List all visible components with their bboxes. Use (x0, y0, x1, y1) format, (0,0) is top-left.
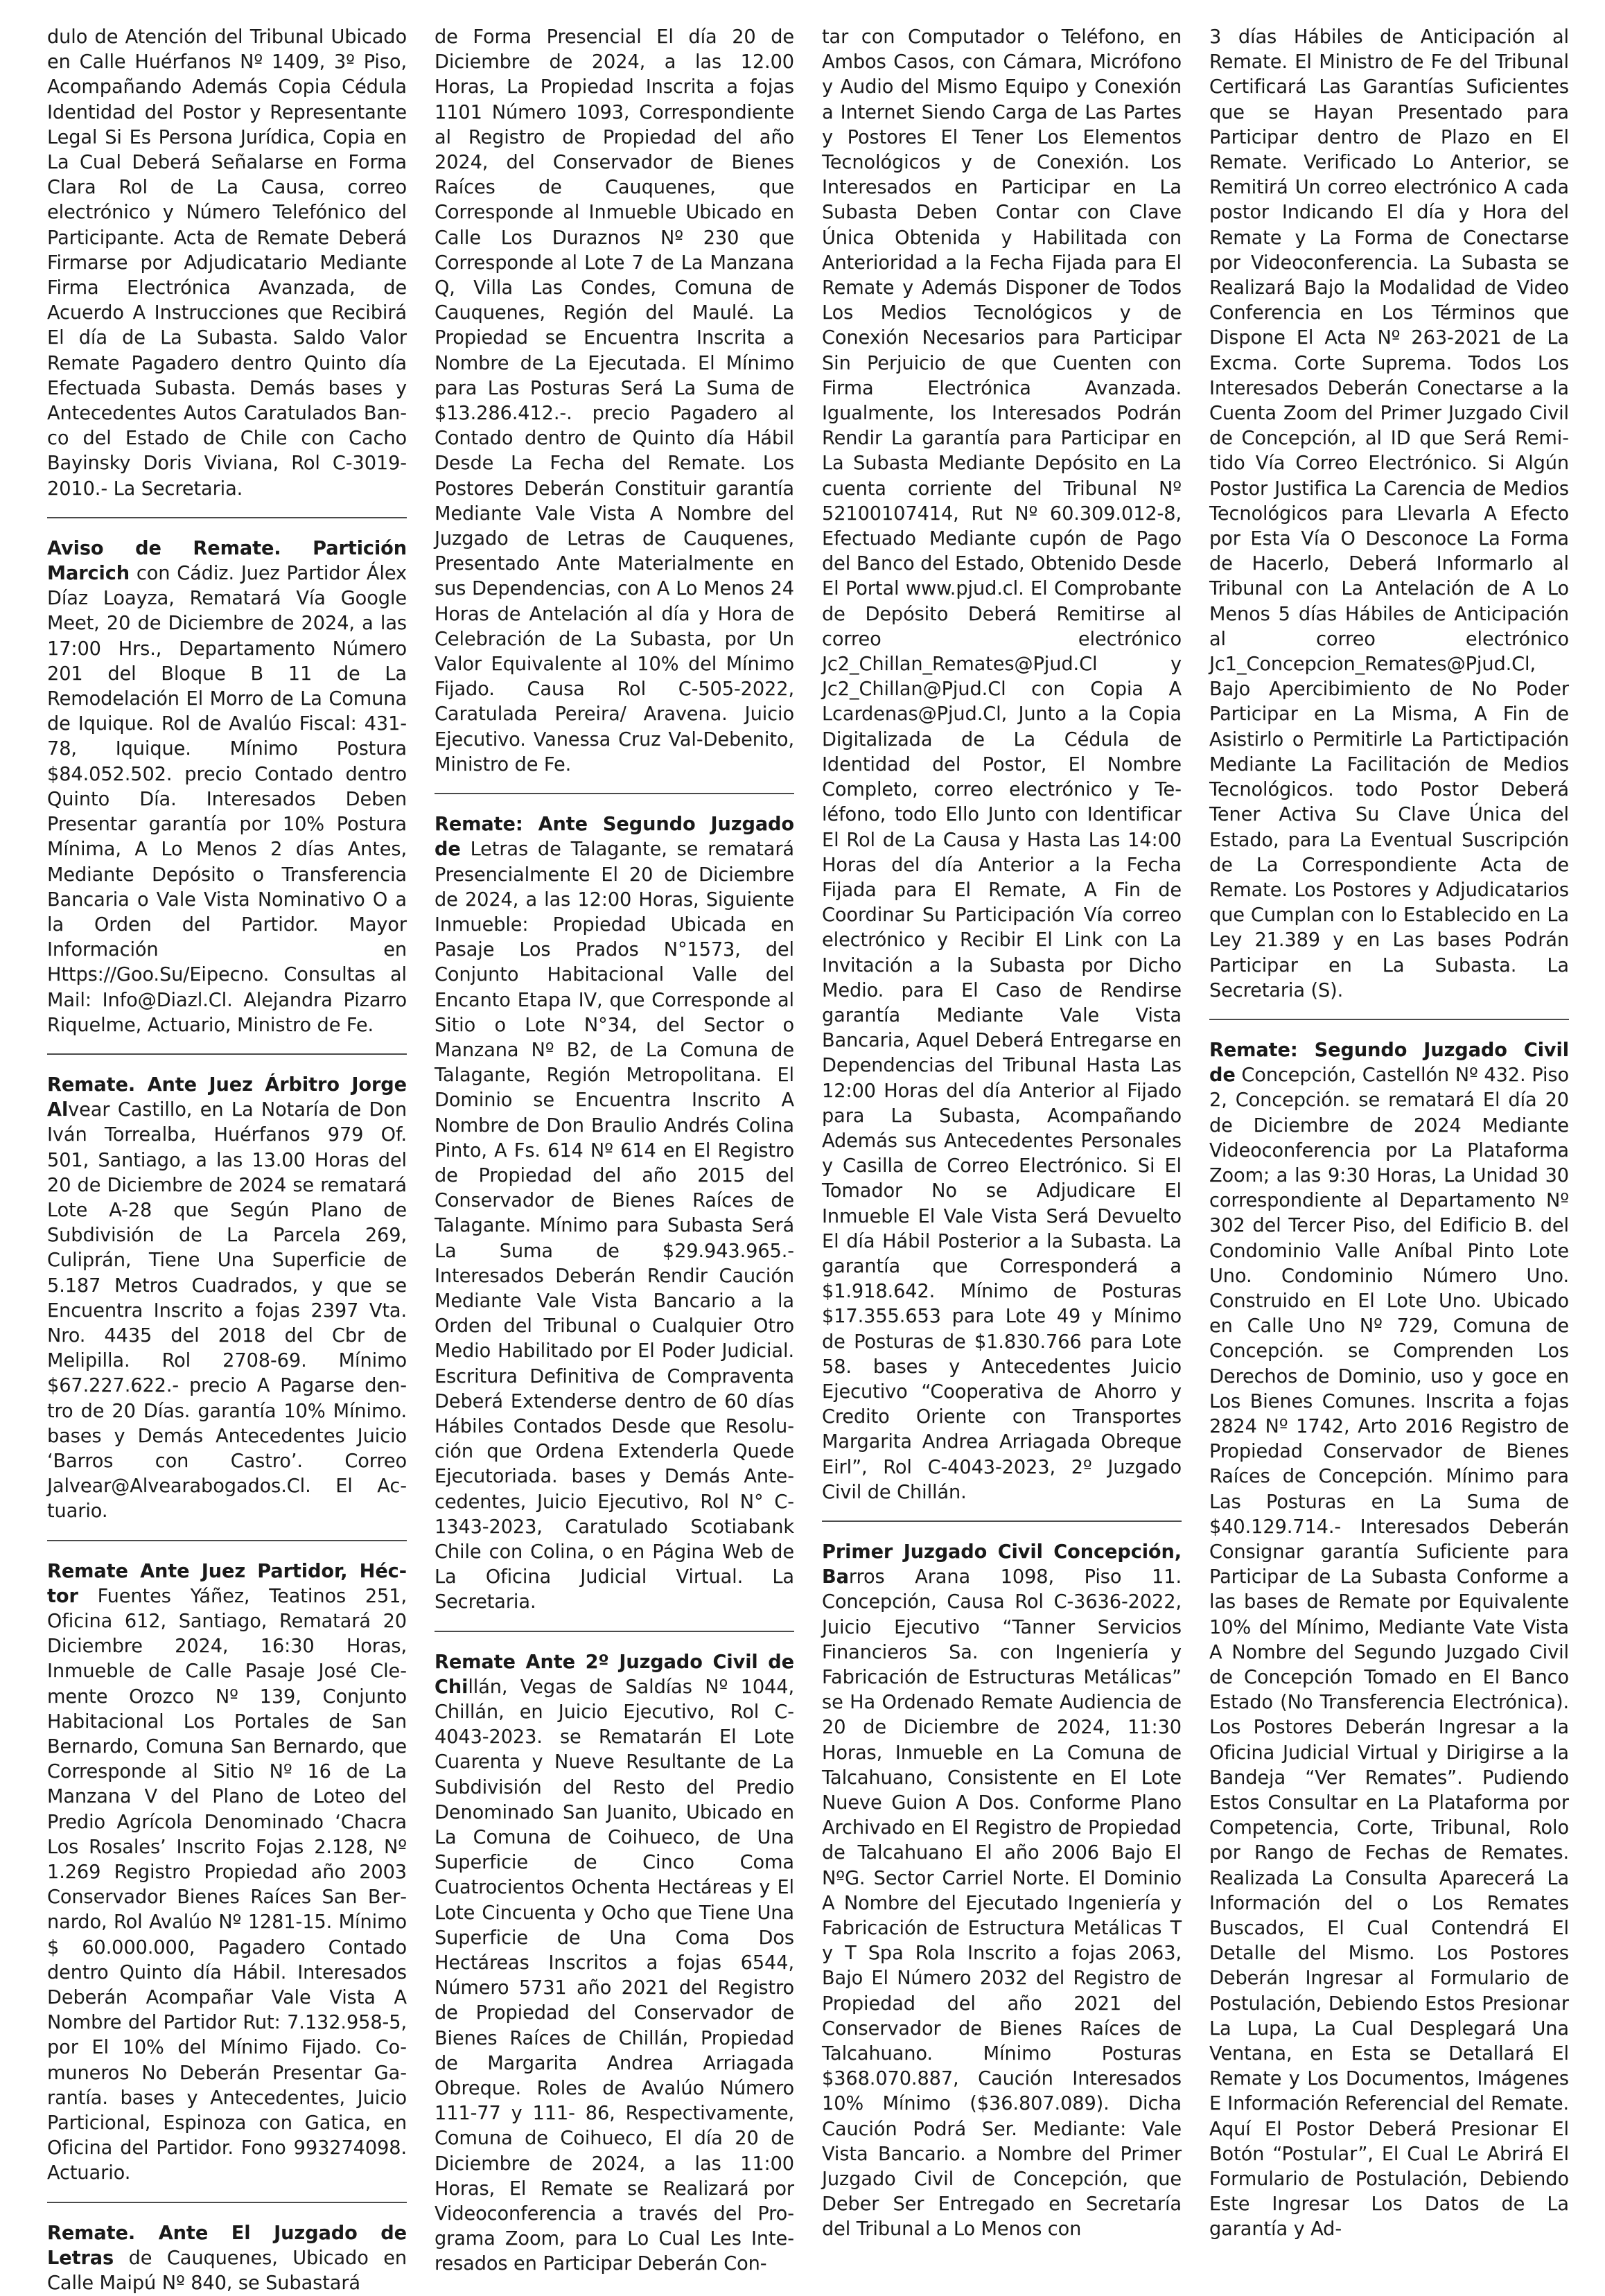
notice-paragraph (822, 25, 1182, 1505)
legal-notice (47, 1559, 407, 2187)
notice-paragraph (47, 536, 407, 1038)
notice-divider (47, 1053, 407, 1055)
legal-notice (822, 25, 1182, 1505)
notice-heading: Remate Ante Juez Partidor, Héctor (47, 1560, 407, 1607)
legal-notice (47, 1073, 407, 1525)
notice-heading: Aviso de Remate. Partición Marcich (47, 537, 407, 585)
notice-divider (435, 1631, 794, 1632)
legal-notice (47, 25, 407, 502)
column-2 (435, 25, 794, 2275)
notice-body: dulo de Atención del Tribunal Ubicado en Calle Huérfanos Nº 1409, 3º Piso, Acompañando Además Copia Cédula Identidad del Postor y Representante Legal Si Es Persona Jurídica, Copia en La Cual Deberá Señalarse en Forma Clara Rol de La Causa, correo electrónico y Número Telefónico del Participante. Acta de Remate Deberá Firmarse por Adjudicatario Mediante Firma Electrónica Avanzada, de Acuerdo A Instrucciones que Recibirá El día de La Subasta. Saldo Valor Remate Pagadero dentro Quinto día Efectuada Subasta. Demás bases y Antecedentes Autos Caratulados Banco del Estado de Chile con Cacho Bayinsky Doris Viviana, Rol C-3019-2010.- La Secretaria. (47, 26, 407, 500)
notice-paragraph (822, 1540, 1182, 2243)
legal-notice (47, 2221, 407, 2296)
legal-notice (1209, 1038, 1569, 2243)
column-4 (1209, 25, 1569, 2241)
notice-divider (435, 793, 794, 794)
notice-paragraph (47, 1073, 407, 1525)
notice-paragraph (1209, 25, 1569, 1004)
notice-paragraph (435, 812, 794, 1615)
legal-notice (1209, 25, 1569, 1004)
notice-body: tar con Computador o Teléfono, en Ambos Casos, con Cámara, Micrófono y Audio del Mismo Equipo y Conexión a Internet Siendo Carga de Las Partes y Postores El Tener Los Elementos Tecnológicos y de Conexión. Los Interesados en Participar en La Subasta Deben Contar con Clave Única Obtenida y Habilitada con Anterioridad a la Fecha Fijada para El Remate y Además Disponer de Todos Los Medios Tecnológicos y de Conexión Necesarios para Participar Sin Perjuicio de que Cuenten con Firma Electrónica Avanzada. Igualmente, los Interesados Podrán Rendir La garantía para Participar en La Subasta Mediante Depósito en La cuenta corriente del Tribunal Nº 52100107414, Rut Nº 60.309.012-8, Efectuado Mediante cupón de Pago del Banco del Estado, Obtenido Desde El Portal www.pjud.cl. El Comprobante de Depósito Deberá Remitirse al correo electrónico Jc2_Chillan_Remates@Pjud.Cl y Jc2_Chillan@Pjud.Cl con Copia A Lcardenas@Pjud.Cl, Junto a la Copia Digitalizada de La Cédula de Identidad del Postor, El Nombre Completo, correo electrónico y Teléfono, todo Ello Junto con Identificar El Rol de La Causa y Hasta Las 14:00 Horas del día Anterior a la Fecha Fijada para El Remate, A Fin de Coordinar Su Participación Vía correo electrónico y Recibir El Link con La Invitación a la Subasta por Dicho Medio. para El Caso de Rendirse garantía Mediante Vale Vista Bancaria, Aquel Deberá Entregarse en Dependencias del Tribunal Hasta Las 12:00 Horas del día Anterior al Fijado para La Subasta, Acompañando Además sus Antecedentes Personales y Casilla de Correo Electrónico. Si El Tomador No se Adjudicare El Inmueble El Vale Vista Será Devuelto El día Hábil Posterior a la Subasta. La garantía que Corresponderá a $1.918.642. Mínimo de Posturas $17.355.653 para Lote 49 y Mínimo de Posturas de $1.830.766 para Lote 58. bases y Antecedentes Juicio Ejecutivo “Cooperativa de Ahorro y Credito Oriente con Transportes Margarita Andrea Arriagada Obreque Eirl”, Rol C-4043-2023, 2º Juzgado Civil de Chillán. (822, 26, 1182, 1503)
notice-paragraph (47, 25, 407, 502)
notice-heading: Remate. Ante Juez Árbitro Jorge Al (47, 1073, 407, 1121)
legal-notice (435, 25, 794, 778)
notice-paragraph (47, 2221, 407, 2296)
notice-body: 3 días Hábiles de Anticipación al Remate. El Ministro de Fe del Tribunal Certificará Las Garantías Suficientes que se Hayan Presentado para Participar dentro de Plazo en El Remate. Verificado Lo Anterior, se Remitirá Un correo electrónico A cada postor Indicando El día y Hora del Remate y La Forma de Conectarse por Videoconferencia. La Subasta se Realizará Bajo la Modalidad de Video Conferencia en Los Términos que Dispone El Acta Nº 263-2021 de La Excma. Corte Suprema. Todos Los Interesados Deberán Conectarse a la Cuenta Zoom del Primer Juzgado Civil de Concepción, al ID que Será Remitido Vía Correo Electrónico. Si Algún Postor Justifica La Carencia de Medios Tecnológicos para Llevarla A Efecto por Esta Vía O Desconoce La Forma de Hacerlo, Deberá Informarlo al Tribunal con La Antelación de A Lo Menos 5 días Hábiles de Anticipación al correo electrónico Jc1_Concepcion_Remates@Pjud.Cl, Bajo Apercibimiento de No Poder Participar en La Misma, A Fin de Asistirlo o Permitirle La Partictipación Mediante La Facilitación de Medios Tecnológicos. todo Postor Deberá Tener Activa Su Clave Única del Estado, para La Eventual Suscripción de La Correspondiente Acta de Remate. Los Postores y Adjudicatarios que Cumplan con lo Establecido en La Ley 21.389 y en Las bases Podrán Participar en La Subasta. La Secretaria (S). (1209, 26, 1569, 1001)
column-1 (47, 25, 407, 2295)
legal-notice (47, 536, 407, 1038)
notice-divider (47, 2202, 407, 2203)
notice-heading: Primer Juzgado Civil Concepción, Ba (822, 1541, 1182, 1588)
notice-divider (47, 517, 407, 518)
notice-paragraph (435, 1650, 794, 2277)
notice-divider (47, 1540, 407, 1541)
notice-divider (822, 1521, 1182, 1522)
notice-body: Concepción, Castellón Nº 432. Piso 2, Concepción. se rematará El día 20 de Diciembre de 2024 Mediante Videoconferencia por La Plataforma Zoom; a las 9:30 Horas, La Unidad 30 correspondiente al Departamento Nº 302 del Tercer Piso, del Edificio B. del Condominio Valle Aníbal Pinto Lote Uno. Condominio Número Uno. Construido en El Lote Uno. Ubicado en Calle Uno Nº 729, Comuna de Concepción. se Comprenden Los Derechos de Dominio, uso y goce en Los Bienes Comunes. Inscrita a fojas 2824 Nº 1742, Arto 2016 Registro de Propiedad Conservador de Bienes Raíces de Concepción. Mínimo para Las Posturas en La Suma de $40.129.714.- Interesados Deberán Consignar garantía Suficiente para Participar de La Subasta Conforme a las bases de Remate por Equivalente 10% del Mínimo, Mediante Vate Vista A Nombre del Segundo Juzgado Civil de Concepción Tomado en El Banco Estado (No Transferencia Electrónica). Los Postores Deberán Ingresar a la Oficina Judicial Virtual y Dirigirse a la Bandeja “Ver Remates”. Pudiendo Estos Consultar en La Plataforma por Competencia, Corte, Tribunal, Rolo por Rango de Fechas de Remates. Realizada La Consulta Aparecerá La Información del o Los Remates Buscados, El Cual Contendrá El Detalle del Mismo. Los Postores Deberán Ingresar al Formulario de Postulación, Debiendo Estos Presionar La Lupa, La Cual Desplegará Una Ventana, en Esta se Detallará El Remate y Los Documentos, Imágenes E Información Referencial del Remate. Aquí El Postor Deberá Presionar El Botón “Postular”, El Cual Le Abrirá El Formulario de Postulación, Debiendo Este Ingresar Los Datos de La garantía y Ad- (1209, 1064, 1569, 2241)
legal-notice (435, 812, 794, 1615)
notice-paragraph (47, 1559, 407, 2187)
notice-body: llán, Vegas de Saldías Nº 1044, Chillán, en Juicio Ejecutivo, Rol C-4043-2023. se Rematarán El Lote Cuarenta y Nueve Resultante de La Subdivisión del Resto del Predio Denominado San Juanito, Ubicado en La Comuna de Coihueco, de Una Superficie de Cinco Coma Cuatrocientos Ochenta Hectáreas y El Lote Cincuenta y Ocho que Tiene Una Superficie de Una Coma Dos Hectáreas Inscritos a fojas 6544, Número 5731 año 2021 del Registro de Propiedad del Conservador de Bienes Raíces de Chillán, Propiedad de Margarita Andrea Arriagada Obreque. Roles de Avalúo Número 111-77 y 111- 86, Respectivamente, Comuna de Coihueco, El día 20 de Diciembre de 2024, a las 11:00 Horas, El Remate se Realizará por Videoconferencia a través del Programa Zoom, para Lo Cual Les Interesados en Participar Deberán Con- (435, 1676, 794, 2275)
column-3 (822, 25, 1182, 2241)
legal-notice (435, 1650, 794, 2277)
notice-body: rros Arana 1098, Piso 11. Concepción, Causa Rol C-3636-2022, Juicio Ejecutivo “Tanner Servicios Financieros Sa. con Ingeniería y Fabricación de Estructuras Metálicas” se Ha Ordenado Remate Audiencia de 20 de Diciembre de 2024, 11:30 Horas, Inmueble en La Comuna de Talcahuano, Consistente en El Lote Nueve Guion A Dos. Conforme Plano Archivado en El Registro de Propiedad de Talcahuano El año 2006 Bajo El NºG. Sector Carriel Norte. El Dominio A Nombre del Ejecutado Ingeniería y Fabricación de Estructura Metálicas T y T Spa Rola Inscrito a fojas 2063, Bajo El Número 2032 del Registro de Propiedad del año 2021 del Conservador de Bienes Raíces de Talcahuano. Mínimo Posturas $368.070.887, Caución Interesados 10% Mínimo ($36.807.089). Dicha Caución Podrá Ser. Mediante: Vale Vista Bancario. a Nombre del Primer Juzgado Civil de Concepción, que Deber Ser Entregado en Secretaría del Tribunal a Lo Menos con (822, 1566, 1182, 2241)
notice-body: vear Castillo, en La Notaría de Don Iván Torrealba, Huérfanos 979 Of. 501, Santiago, a las 13.00 Horas del 20 de Diciembre de 2024 se rematará Lote A-28 que Según Plano de Subdivisión de La Parcela 269, Culiprán, Tiene Una Superficie de 5.187 Metros Cuadrados, y que se Encuentra Inscrito a fojas 2397 Vta. Nro. 4435 del 2018 del Cbr de Melipilla. Rol 2708-69. Mínimo $67.227.622.- precio A Pagarse dentro de 20 Días. garantía 10% Mínimo. bases y Demás Antecedentes Juicio ‘Barros con Castro’. Correo Jalvear@Alvearabogados.Cl. El Actuario. (47, 1099, 407, 1523)
notice-body: Fuentes Yáñez, Teatinos 251, Oficina 612, Santiago, Rematará 20 Diciembre 2024, 16:30 Horas, Inmueble de Calle Pasaje José Clemente Orozco Nº 139, Conjunto Habitacional Los Portales de San Bernardo, Comuna San Bernardo, que Corresponde al Sitio Nº 16 de La Manzana V del Plano de Loteo del Predio Agrícola Denominado ‘Chacra Los Rosales’ Inscrito Fojas 2.128, Nº 1.269 Registro Propiedad año 2003 Conservador Bienes Raíces San Bernardo, Rol Avalúo Nº 1281-15. Mínimo $ 60.000.000, Pagadero Contado dentro Quinto día Hábil. Interesados Deberán Acompañar Vale Vista A Nombre del Partidor Rut: 7.132.958-5, por El 10% del Mínimo Fijado. Comuneros No Deberán Presentar Garantía. bases y Antecedentes, Juicio Particional, Espinoza con Gatica, en Oficina del Partidor. Fono 993274098. Actuario. (47, 1585, 407, 2184)
notice-heading: Remate. Ante El Juzgado de Letras (47, 2222, 407, 2269)
notice-heading: Remate Ante 2º Juzgado Civil de Chi (435, 1651, 794, 1698)
notice-body: con Cádiz. Juez Partidor Álex Díaz Loayza, Rematará Vía Google Meet, 20 de Diciembre de 2024, a las 17:00 Hrs., Departamento Número 201 del Bloque B 11 de La Remodelación El Morro de La Comuna de Iquique. Rol de Avalúo Fiscal: 431-78, Iquique. Mínimo Postura $84.052.502. precio Contado dentro Quinto Día. Interesados Deben Presentar garantía por 10% Postura Mínima, A Lo Menos 2 días Antes, Mediante Depósito o Transferencia Bancaria o Vale Vista Nominativo O a la Orden del Partidor. Mayor Información en Https://Goo.Su/Eipecno. Consultas al Mail: Info@Diazl.Cl. Alejandra Pizarro Riquelme, Actuario, Ministro de Fe. (47, 563, 407, 1036)
notice-paragraph (1209, 1038, 1569, 2243)
legal-notice (822, 1540, 1182, 2243)
notice-body: de Cauquenes, Ubicado en Calle Maipú Nº 840, se Subastará (47, 2247, 407, 2295)
notice-body: Letras de Talagante, se rematará Presencialmente El 20 de Diciembre de 2024, a las 12:00 Horas, Siguiente Inmueble: Propiedad Ubicada en Pasaje Los Prados N°1573, del Conjunto Habitacional Valle del Encanto Etapa IV, que Corresponde al Sitio o Lote N°34, del Sector o Manzana Nº B2, de La Comuna de Talagante, Región Metropolitana. El Dominio se Encuentra Inscrito A Nombre de Don Braulio Andrés Colina Pinto, A Fs. 614 Nº 614 en El Registro de Propiedad del año 2015 del Conservador de Bienes Raíces de Talagante. Mínimo para Subasta Será La Suma de $29.943.965.- Interesados Deberán Rendir Caución Mediante Vale Vista Bancario a la Orden del Tribunal o Cualquier Otro Medio Habilitado por El Poder Judicial. Escritura Definitiva de Compraventa Deberá Extenderse dentro de 60 días Hábiles Contados Desde que Resolución que Ordena Extenderla Quede Ejecutoriada. bases y Demás Antecedentes, Juicio Ejecutivo, Rol N° C-1343-2023, Caratulado Scotiabank Chile con Colina, o en Página Web de La Oficina Judicial Virtual. La Secretaria. (435, 839, 794, 1613)
notice-heading: Remate: Ante Segundo Juzgado de (435, 814, 794, 861)
notice-heading: Remate: Segundo Juzgado Civil de (1209, 1039, 1569, 1087)
notice-divider (1209, 1019, 1569, 1020)
notice-body: de Forma Presencial El día 20 de Diciembre de 2024, a las 12.00 Horas, La Propiedad Inscrita a fojas 1101 Número 1093, Correspondiente al Registro de Propiedad del año 2024, del Conservador de Bienes Raíces de Cauquenes, que Corresponde al Inmueble Ubicado en Calle Los Duraznos Nº 230 que Corresponde al Lote 7 de La Manzana Q, Villa Las Condes, Comuna de Cauquenes, Región del Maulé. La Propiedad se Encuentra Inscrita a Nombre de La Ejecutada. El Mínimo para Las Posturas Será La Suma de $13.286.412.-. precio Pagadero al Contado dentro de Quinto día Hábil Desde La Fecha del Remate. Los Postores Deberán Constituir garantía Mediante Vale Vista A Nombre del Juzgado de Letras de Cauquenes, Presentado Ante Materialmente en sus Dependencias, con A Lo Menos 24 Horas de Antelación al día y Hora de Celebración de La Subasta, por Un Valor Equivalente al 10% del Mínimo Fijado. Causa Rol C-505-2022, Caratulada Pereira/ Aravena. Juicio Ejecutivo. Vanessa Cruz Val-Debenito, Ministro de Fe. (435, 26, 794, 775)
notice-paragraph (435, 25, 794, 778)
